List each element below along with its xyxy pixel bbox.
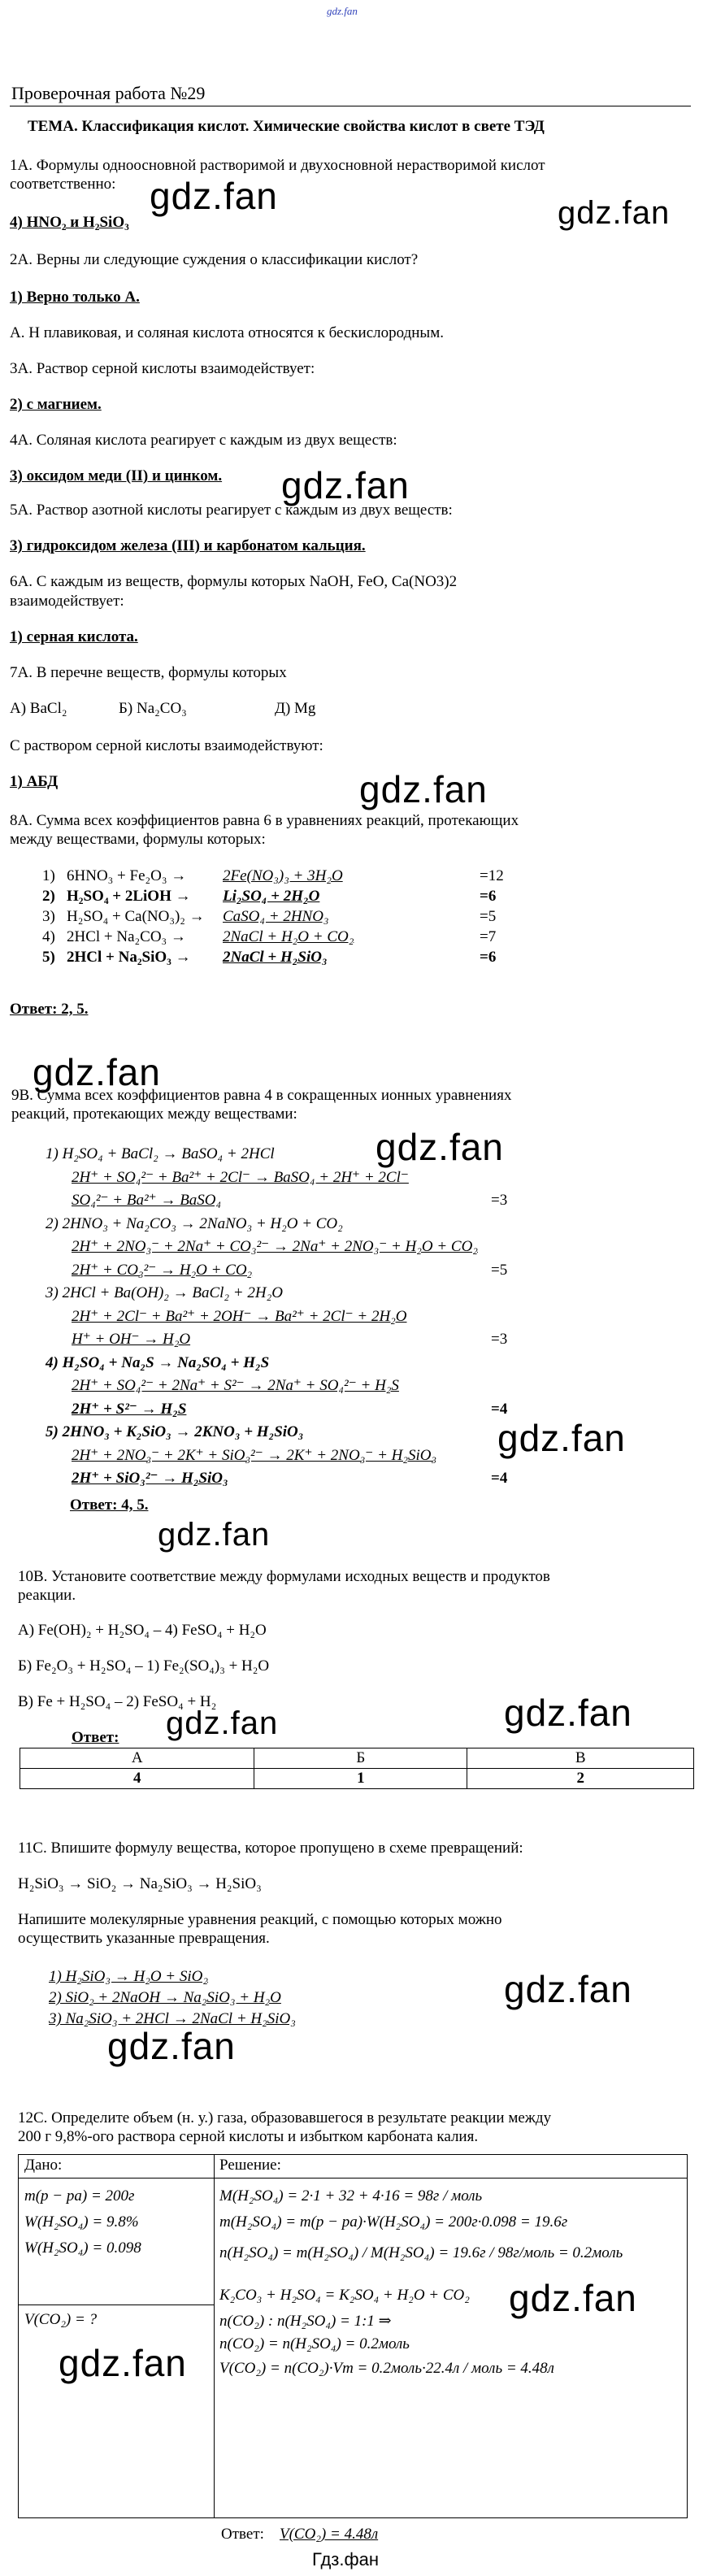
q8-text: 8А. Сумма всех коэффициентов равна 6 в уравнениях реакций, протекающих [10,812,519,829]
q8-row-reactants: 2HCl + Na₂SiO₃ → [67,949,191,966]
q8-row-number: 5) [42,949,55,966]
q2-answer: 1) Верно только А. [10,289,140,306]
q8-row-reactants: 6HNO₃ + Fe₂O₃ → [67,867,187,884]
q10-answer-label: Ответ: [72,1729,119,1746]
footer-caption: Гдз.фан [312,2549,379,2569]
q6-answer: 1) серная кислота. [10,628,138,645]
q10-header-b: Б [254,1748,467,1769]
q7-option-b: Б) Na₂CO₃ [119,700,187,717]
q8-row-reactants: H₂SO₄ + Ca(NO₃)₂ → [67,908,205,925]
q10-value-b: 1 [254,1769,467,1789]
watermark: gdz.fan [376,1126,504,1168]
q9-equation-line: 2H⁺ + 2NO₃⁻ + 2Na⁺ + CO₃²⁻ → 2Na⁺ + 2NO₃⁻ + H₂O + CO₂ [72,1238,478,1255]
q12-solution-line: n(CO₂) : n(H₂SO₄) = 1:1 ⇒ [219,2313,392,2330]
header-mark: gdz.fan [327,5,358,17]
q9-coefficient-sum: =4 [491,1470,508,1487]
q9-equation-line: 2H⁺ + 2Cl⁻ + Ba²⁺ + 2OH⁻ → Ba²⁺ + 2Cl⁻ + 2H₂O [72,1307,407,1325]
q12-header-rule [19,2178,687,2179]
q1-answer: 4) HNO₂ и H₂SiO₃ [10,214,129,231]
q12-answer: V(CO₂) = 4.48л [280,2526,379,2543]
q10-item-a: А) Fe(OH)₂ + H₂SO₄ – 4) FeSO₄ + H₂O [18,1622,267,1639]
q4-text: 4А. Соляная кислота реагирует с каждым из двух веществ: [10,432,397,449]
q12-solution-line: M(H₂SO₄) = 2·1 + 32 + 4·16 = 98г / моль [219,2187,483,2205]
q12-given-label: Дано: [24,2157,63,2174]
q12-given-2: W(H₂SO₄) = 9.8% [24,2213,139,2231]
q7-answer: 1) АБД [10,773,59,790]
q8-text-2: между веществами, формулы которых: [10,831,266,848]
q5-answer: 3) гидроксидом железа (III) и карбонатом кальция. [10,537,366,554]
q8-row-reactants: 2HCl + Na₂CO₃ → [67,928,186,945]
q12-given-1: m(p − pa) = 200г [24,2187,135,2205]
q8-row-sum: =7 [480,928,497,945]
page-title: Проверочная работа №29 [11,83,206,103]
q9-equation-line: 4) H₂SO₄ + Na₂S → Na₂SO₄ + H₂S [46,1353,270,1371]
q10-value-a: 4 [20,1769,254,1789]
q12-answer-prefix: Ответ: [221,2526,264,2543]
q9-equation-line: 2H⁺ + CO₃²⁻ → H₂O + CO₂ [72,1261,253,1279]
q8-row-sum: =6 [480,949,497,966]
q10-item-v: В) Fe + H₂SO₄ – 2) FeSO₄ + H₂ [18,1693,217,1710]
q8-row-sum: =5 [480,908,497,925]
q10-answer-table [20,1748,694,1789]
q11-text: 11С. Впишите формулу вещества, которое пропущено в схеме превращений: [18,1840,523,1857]
q12-text: 12С. Определите объем (н. у.) газа, образовавшегося в результате реакции между [18,2109,552,2126]
q12-solution-line: m(H₂SO₄) = m(p − pa)·W(H₂SO₄) = 200г·0.098 = 19.6г [219,2213,568,2231]
q8-row-number: 4) [42,928,55,945]
q8-row-reactants: H₂SO₄ + 2LiOH → [67,888,191,905]
q12-given-4: V(CO₂) = ? [24,2311,98,2328]
watermark: gdz.fan [158,1517,271,1553]
q8-row-number: 3) [42,908,55,925]
q11-text-2: Напишите молекулярные уравнения реакций, с помощью которых можно [18,1911,502,1928]
q12-solution-line: n(H₂SO₄) = m(H₂SO₄) / M(H₂SO₄) = 19.6г / 98г/моль = 0.2моль [219,2244,623,2261]
q9-equation-line: 5) 2HNO₃ + K₂SiO₃ → 2KNO₃ + H₂SiO₃ [46,1423,304,1440]
watermark: gdz.fan [504,1692,632,1734]
q9-coefficient-sum: =3 [491,1331,508,1348]
q11-eq-3: 3) Na₂SiO₃ + 2HCl → 2NaCl + H₂SiO₃ [49,2010,296,2027]
watermark: gdz.fan [107,2025,236,2067]
q2-note: А. Н плавиковая, и соляная кислота относятся к бескислородным. [10,324,444,341]
q10-text-2: реакции. [18,1587,76,1604]
q10-text: 10В. Установите соответствие между формулами исходных веществ и продуктов [18,1568,550,1585]
q9-equation-line: 1) H₂SO₄ + BaCl₂ → BaSO₄ + 2HCl [46,1145,275,1162]
q9-coefficient-sum: =5 [491,1261,508,1279]
q10-header-v: В [467,1748,694,1769]
q9-equation-line: 2H⁺ + SO₄²⁻ + Ba²⁺ + 2Cl⁻ → BaSO₄ + 2H⁺ + 2Cl⁻ [72,1168,409,1186]
q10-header-a: А [20,1748,254,1769]
q9-equation-line: 2H⁺ + S²⁻ → H₂S [72,1400,187,1418]
q9-text-2: реакций, протекающих между веществами: [11,1106,297,1123]
q3-text: 3А. Раствор серной кислоты взаимодействует: [10,360,315,377]
q8-row-products: 2NaCl + H₂SiO₃ [223,949,328,966]
q9-answer: Ответ: 4, 5. [70,1497,149,1514]
q8-answer: Ответ: 2, 5. [10,1001,89,1018]
q8-row-sum: =6 [480,888,497,905]
q8-row-products: CaSO₄ + 2HNO₃ [223,908,329,925]
q9-equation-line: SO₄²⁻ + Ba²⁺ → BaSO₄ [72,1192,222,1209]
q12-solution-line: K₂CO₃ + H₂SO₄ = K₂SO₄ + H₂O + CO₂ [219,2287,470,2304]
q2-text: 2А. Верны ли следующие суждения о классификации кислот? [10,251,419,268]
q11-eq-2: 2) SiO₂ + 2NaOH → Na₂SiO₃ + H₂O [49,1989,281,2006]
q8-row-products: Li₂SO₄ + 2H₂O [223,888,320,905]
q5-text: 5А. Раствор азотной кислоты реагирует с каждым из двух веществ: [10,502,453,519]
topic: ТЕМА. Классификация кислот. Химические свойства кислот в свете ТЭД [28,118,545,135]
q7-option-d: Д) Mg [275,700,316,717]
q7-text-2: С раствором серной кислоты взаимодействуют: [10,737,323,754]
watermark: gdz.fan [359,768,488,810]
q12-solution-line: V(CO₂) = n(CO₂)·Vm = 0.2моль·22.4л / моль = 4.48л [219,2360,554,2377]
watermark: gdz.fan [497,1417,626,1459]
q1-text-2: соответственно: [10,176,116,193]
q4-answer: 3) оксидом меди (II) и цинком. [10,467,223,484]
q10-value-v: 2 [467,1769,694,1789]
q9-coefficient-sum: =4 [491,1400,508,1418]
q8-row-sum: =12 [480,867,504,884]
watermark: gdz.fan [281,464,410,506]
q12-given-3: W(H₂SO₄) = 0.098 [24,2239,141,2257]
watermark: gdz.fan [33,1051,161,1093]
q11-scheme: H₂SiO₃ → SiO₂ → Na₂SiO₃ → H₂SiO₃ [18,1875,262,1892]
q12-solution-label: Решение: [219,2157,281,2174]
q12-column-rule [214,2155,215,2517]
q7-text: 7А. В перечне веществ, формулы которых [10,664,287,681]
q7-option-a: А) BaCl₂ [10,700,67,717]
q8-row-number: 1) [42,867,55,884]
watermark: gdz.fan [504,1968,632,2010]
q12-given-rule [19,2304,214,2305]
q9-equation-line: H⁺ + OH⁻ → H₂O [72,1331,191,1348]
q11-eq-1: 1) H₂SiO₃ → H₂O + SiO₂ [49,1968,208,1985]
q9-equation-line: 2H⁺ + SiO₃²⁻ → H₂SiO₃ [72,1470,228,1487]
q9-equation-line: 2H⁺ + 2NO₃⁻ + 2K⁺ + SiO₃²⁻ → 2K⁺ + 2NO₃⁻ + H₂SiO₃ [72,1446,437,1464]
watermark: gdz.fan [166,1705,279,1741]
q6-text-2: взаимодействует: [10,593,124,610]
watermark: gdz.fan [59,2342,187,2384]
q11-text-3: осуществить указанные превращения. [18,1930,270,1947]
q9-coefficient-sum: =3 [491,1192,508,1209]
q8-row-products: 2Fe(NO₃)₃ + 3H₂O [223,867,343,884]
q8-row-products: 2NaCl + H₂O + CO₂ [223,928,354,945]
watermark: gdz.fan [509,2277,637,2319]
q10-item-b: Б) Fe₂O₃ + H₂SO₄ – 1) Fe₂(SO₄)₃ + H₂O [18,1657,270,1675]
q3-answer: 2) с магнием. [10,396,102,413]
watermark: gdz.fan [150,175,278,217]
q1-text: 1А. Формулы одноосновной растворимой и двухосновной нерастворимой кислот [10,157,545,174]
q9-equation-line: 3) 2HCl + Ba(OH)₂ → BaCl₂ + 2H₂O [46,1284,283,1301]
q6-text: 6А. С каждым из веществ, формулы которых NaOH, FeO, Ca(NO3)2 [10,573,458,590]
q9-equation-line: 2H⁺ + SO₄²⁻ + 2Na⁺ + S²⁻ → 2Na⁺ + SO₄²⁻ + H₂S [72,1377,399,1394]
q8-row-number: 2) [42,888,55,905]
q12-text-2: 200 г 9,8%-ого раствора серной кислоты и избытком карбоната калия. [18,2128,479,2145]
watermark: gdz.fan [558,195,671,231]
q9-text: 9В. Сумма всех коэффициентов равна 4 в сокращенных ионных уравнениях [11,1087,512,1104]
q9-equation-line: 2) 2HNO₃ + Na₂CO₃ → 2NaNO₃ + H₂O + CO₂ [46,1214,343,1232]
q12-solution-line: n(CO₂) = n(H₂SO₄) = 0.2моль [219,2335,410,2352]
